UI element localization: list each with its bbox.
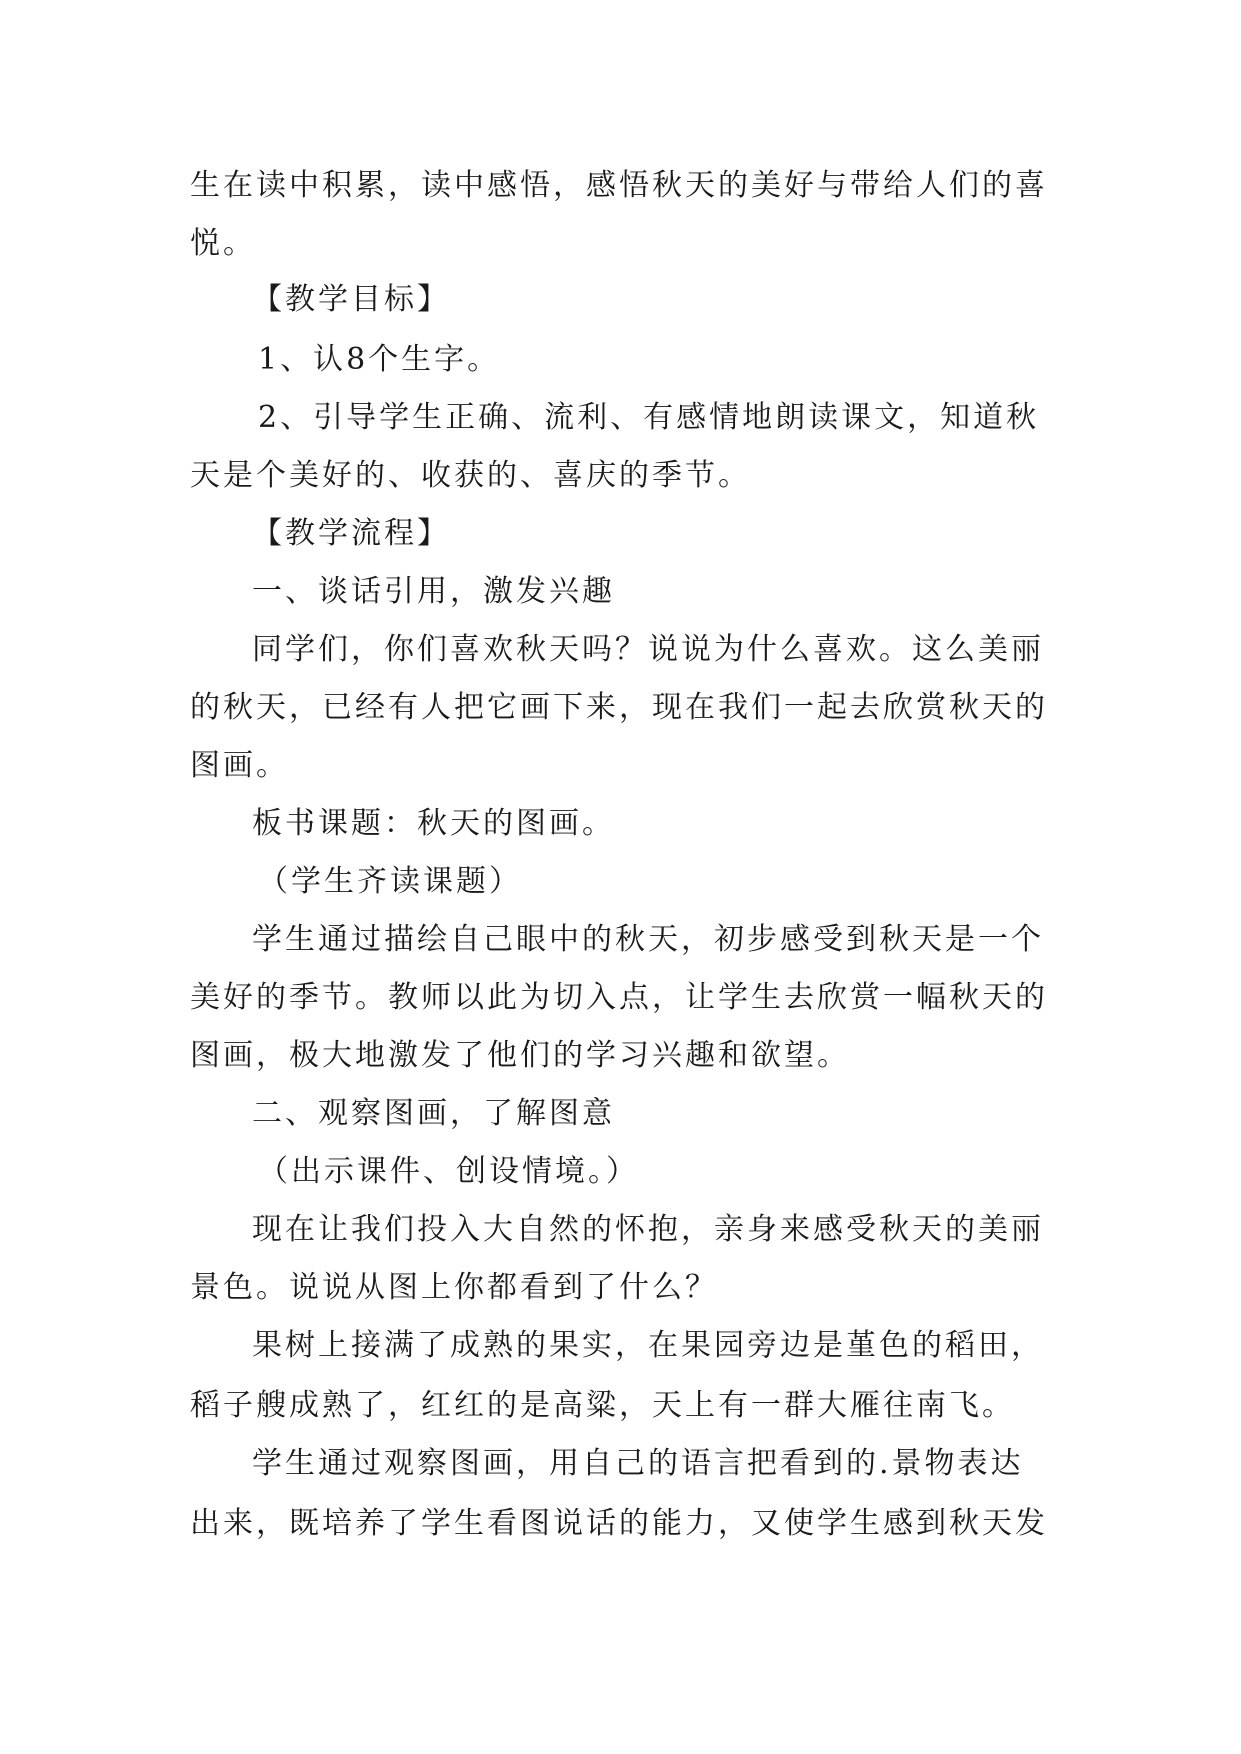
list-item: 2、引导学生正确、流利、有感情地朗读课文，知道秋: [258, 400, 1040, 435]
paragraph-line: 的秋天，已经有人把它画下来，现在我们一起去欣赏秋天的: [190, 690, 1048, 725]
subheading: 一、谈话引用，激发兴趣: [252, 574, 615, 609]
paragraph-line: 天是个美好的、收获的、喜庆的季节。: [190, 458, 751, 493]
paragraph-line: 美好的季节。教师以此为切入点，让学生去欣赏一幅秋天的: [190, 980, 1048, 1015]
paragraph-line: 悦。: [190, 226, 256, 261]
section-heading-goals: 【教学目标】: [252, 282, 450, 317]
paragraph-line: 生在读中积累，读中感悟，感悟秋天的美好与带给人们的喜: [190, 168, 1048, 203]
paragraph-line: （学生齐读课题）: [258, 864, 522, 899]
paragraph-line: 果树上接满了成熟的果实，在果园旁边是堇色的稻田，: [252, 1328, 1044, 1363]
paragraph-line: 板书课题：秋天的图画。: [252, 806, 615, 841]
list-item: 1、认8个生字。: [258, 342, 501, 377]
paragraph-line: （出示课件、创设情境。）: [258, 1154, 639, 1189]
paragraph-line: 现在让我们投入大自然的怀抱，亲身来感受秋天的美丽: [252, 1212, 1044, 1247]
paragraph-line: 出来，既培养了学生看图说话的能力，又使学生感到秋天发: [190, 1506, 1048, 1541]
paragraph-line: 同学们，你们喜欢秋天吗？说说为什么喜欢。这么美丽: [252, 632, 1044, 667]
paragraph-line: 学生通过描绘自己眼中的秋天，初步感受到秋天是一个: [252, 922, 1044, 957]
paragraph-line: 图画。: [190, 748, 289, 783]
paragraph-line: 图画，极大地激发了他们的学习兴趣和欲望。: [190, 1038, 850, 1073]
paragraph-line: 稻子艘成熟了，红红的是高粱，天上有一群大雁往南飞。: [190, 1388, 1015, 1423]
paragraph-line: 景色。说说从图上你都看到了什么？: [190, 1270, 718, 1305]
paragraph-line: 学生通过观察图画，用自己的语言把看到的.景物表达: [252, 1446, 1024, 1481]
section-heading-process: 【教学流程】: [252, 516, 450, 551]
subheading: 二、观察图画，了解图意: [252, 1096, 615, 1131]
